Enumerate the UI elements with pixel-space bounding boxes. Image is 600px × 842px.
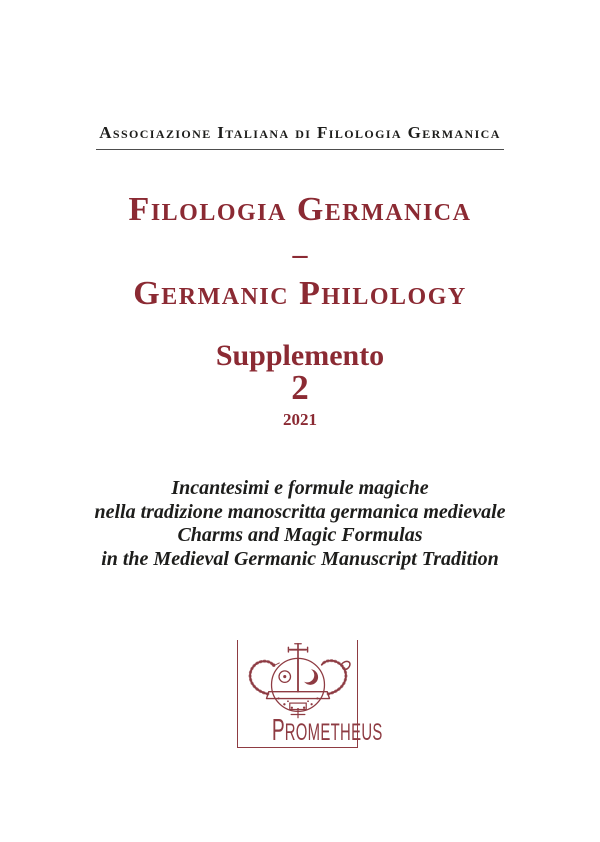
- subtitle-line-italian-2: nella tradizione manoscritta germanica medievale: [94, 500, 506, 523]
- publisher-name-rest: ROMETHEUS: [284, 719, 383, 746]
- publisher-logo: [237, 640, 383, 748]
- journal-title-italian: Filologia Germanica: [128, 191, 472, 228]
- publisher-name: [238, 712, 383, 747]
- prometheus-lamp-icon: [242, 641, 354, 725]
- association-name: Associazione Italiana di Filologia Germanica: [96, 122, 504, 150]
- volume-subtitle: [0, 477, 600, 571]
- association-header: [0, 122, 600, 150]
- publisher-name-initial: P: [271, 712, 285, 747]
- journal-title-english: Germanic Philology: [133, 275, 467, 312]
- subtitle-line-italian-1: Incantesimi e formule magiche: [171, 477, 429, 499]
- publication-year: 2021: [283, 410, 317, 429]
- issue-number: 2: [291, 368, 309, 407]
- subtitle-line-english-1: Charms and Magic Formulas: [177, 524, 423, 546]
- title-separator-dash: –: [292, 238, 308, 271]
- subtitle-line-english-2: in the Medieval Germanic Manuscript Tradition: [101, 547, 499, 570]
- series-label: Supplemento: [215, 339, 385, 372]
